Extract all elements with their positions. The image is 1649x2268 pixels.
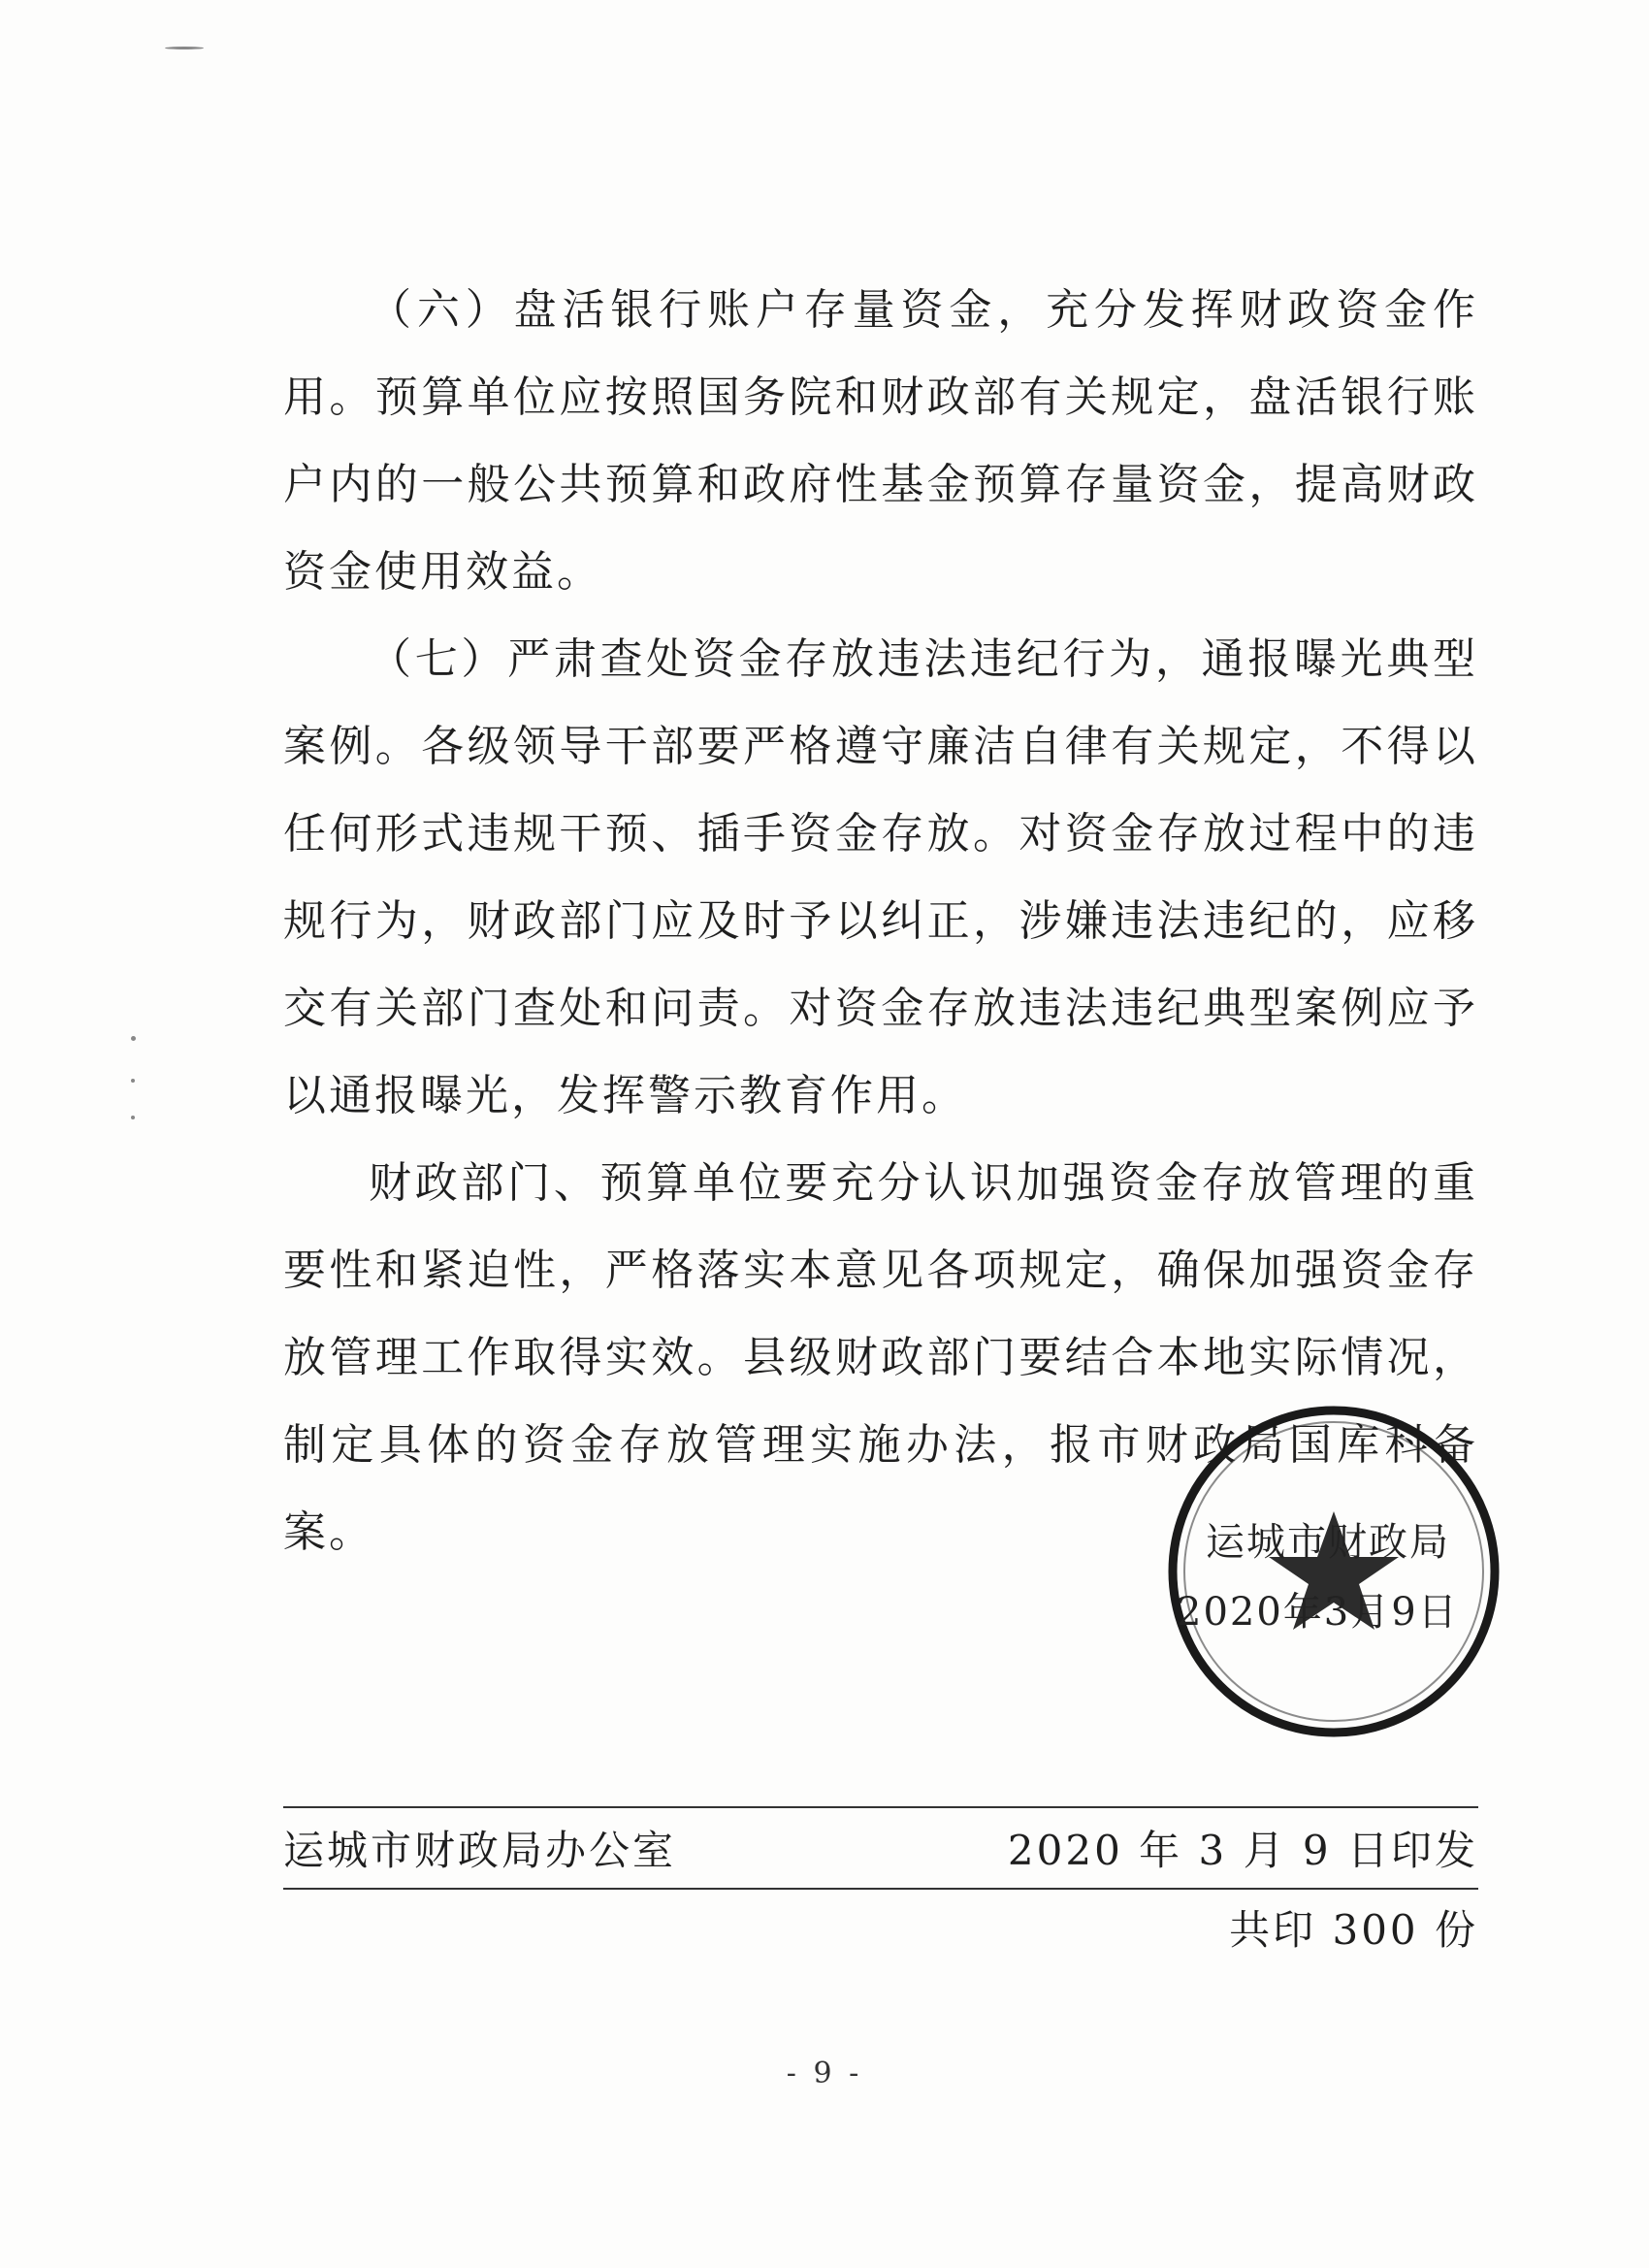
body-text: [283, 267, 1478, 1576]
paragraph-closing: 财政部门、预算单位要充分认识加强资金存放管理的重要性和紧迫性，严格落实本意见各项规定，确保加强资金存放管理工作取得实效。县级财政部门要结合本地实际情况，制定具体的资金存放管理实施办法，报市财政局国库科备案。: [283, 1158, 1478, 1557]
official-seal-stamp: [1159, 1397, 1508, 1746]
scan-mark: [165, 47, 204, 49]
issue-date: 2020 年 3 月 9 日印发: [1007, 1827, 1478, 1874]
issuing-office: 运城市财政局办公室: [283, 1827, 677, 1874]
page-number: - 9 -: [786, 2057, 863, 2090]
paragraph-7: （七）严肃查处资金存放违法违纪行为，通报曝光典型案例。各级领导干部要严格遵守廉洁自律有关规定，不得以任何形式违规干预、插手资金存放。对资金存放过程中的违规行为，财政部门应及时予以纠正，涉嫌违法违纪的，应移交有关部门查处和问责。对资金存放违法违纪典型案例应予以通报曝光，发挥警示教育作用。: [283, 634, 1478, 1120]
scan-mark: [131, 1036, 136, 1041]
paragraph-6: （六）盘活银行账户存量资金，充分发挥财政资金作用。预算单位应按照国务院和财政部有关规定，盘活银行账户内的一般公共预算和政府性基金预算存量资金，提高财政资金使用效益。: [283, 285, 1478, 597]
scan-mark: [131, 1116, 135, 1119]
signature-organization: 运城市财政局: [1206, 1520, 1450, 1565]
footer-rule-top: [283, 1806, 1478, 1808]
signature-date: 2020年3月9日: [1177, 1590, 1459, 1635]
scan-mark: [131, 1079, 135, 1083]
signature-block: [1159, 1397, 1508, 1746]
footer-rule-bottom: [283, 1888, 1478, 1890]
print-copies: 共印 300 份: [1229, 1906, 1478, 1954]
